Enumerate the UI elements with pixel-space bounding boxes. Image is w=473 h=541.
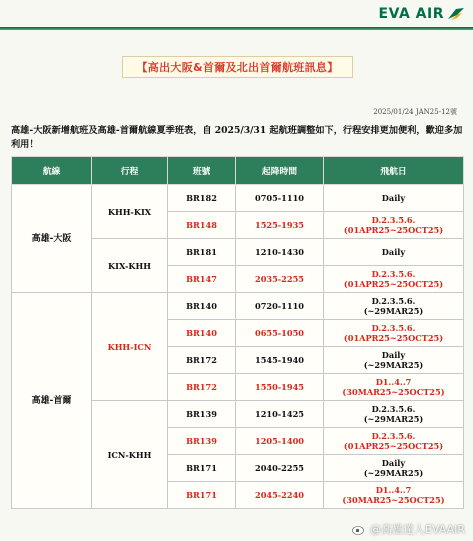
time-cell: 1205-1400 bbox=[236, 428, 324, 455]
time-cell: 2035-2255 bbox=[236, 266, 324, 293]
period-text: (~29MAR25) bbox=[363, 360, 424, 370]
days-text: D.2.3.5.6. bbox=[371, 296, 416, 306]
period-text: (~29MAR25) bbox=[363, 468, 424, 478]
flight-number-cell: BR181 bbox=[168, 239, 236, 266]
watermark bbox=[352, 521, 465, 537]
days-text: D1..4..7 bbox=[375, 485, 412, 495]
header-rule bbox=[0, 27, 473, 30]
flight-number-cell: BR172 bbox=[168, 374, 236, 401]
period-text: (01APR25~25OCT25) bbox=[343, 441, 444, 451]
table-row bbox=[12, 185, 464, 212]
days-cell bbox=[324, 401, 464, 428]
days-cell bbox=[324, 428, 464, 455]
route-cell: 高雄-大阪 bbox=[12, 185, 92, 293]
flight-number-cell: BR148 bbox=[168, 212, 236, 239]
flight-number-cell: BR171 bbox=[168, 455, 236, 482]
days-cell bbox=[324, 239, 464, 266]
time-cell: 1545-1940 bbox=[236, 347, 324, 374]
notice-title: 【高出大阪&首爾及北出首爾航班訊息】 bbox=[136, 61, 339, 74]
time-cell: 1550-1945 bbox=[236, 374, 324, 401]
flight-number-cell: BR139 bbox=[168, 401, 236, 428]
brand-wordmark: EVA AIR bbox=[378, 6, 444, 22]
days-text: D.2.3.5.6. bbox=[371, 404, 416, 414]
flight-number-cell: BR147 bbox=[168, 266, 236, 293]
time-cell: 2045-2240 bbox=[236, 482, 324, 509]
trip-cell: ICN-KHH bbox=[92, 401, 168, 509]
days-text: D.2.3.5.6. bbox=[371, 323, 416, 333]
table-header-row bbox=[12, 157, 464, 185]
period-text: (01APR25~25OCT25) bbox=[343, 333, 444, 343]
days-cell bbox=[324, 482, 464, 509]
days-cell bbox=[324, 320, 464, 347]
flight-number-cell: BR172 bbox=[168, 347, 236, 374]
time-cell: 0705-1110 bbox=[236, 185, 324, 212]
trip-cell: KHH-ICN bbox=[92, 293, 168, 401]
brand-header bbox=[379, 6, 465, 22]
header-route: 航線 bbox=[12, 157, 92, 185]
days-text: Daily bbox=[381, 458, 406, 468]
days-cell bbox=[324, 347, 464, 374]
period-text: (~29MAR25) bbox=[363, 414, 424, 424]
days-text: D.2.3.5.6. bbox=[371, 269, 416, 279]
period-text: (30MAR25~25OCT25) bbox=[342, 387, 445, 397]
header-trip: 行程 bbox=[92, 157, 168, 185]
time-cell: 1525-1935 bbox=[236, 212, 324, 239]
time-cell: 0720-1110 bbox=[236, 293, 324, 320]
days-text: D.2.3.5.6. bbox=[371, 431, 416, 441]
table-body bbox=[12, 185, 464, 509]
days-cell bbox=[324, 455, 464, 482]
time-cell: 1210-1430 bbox=[236, 239, 324, 266]
trip-cell: KIX-KHH bbox=[92, 239, 168, 293]
days-cell bbox=[324, 266, 464, 293]
weibo-icon bbox=[352, 523, 366, 535]
header-days: 飛航日 bbox=[324, 157, 464, 185]
flight-number-cell: BR139 bbox=[168, 428, 236, 455]
flight-number-cell: BR140 bbox=[168, 320, 236, 347]
days-text: D.2.3.5.6. bbox=[371, 215, 416, 225]
days-text: Daily bbox=[381, 247, 406, 257]
period-text: (30MAR25~25OCT25) bbox=[342, 495, 445, 505]
period-text: (~29MAR25) bbox=[363, 306, 424, 316]
days-cell bbox=[324, 374, 464, 401]
flight-schedule-table bbox=[11, 156, 464, 509]
issue-date: 2025/01/24 JAN25-12號 bbox=[373, 108, 457, 116]
period-text: (01APR25~25OCT25) bbox=[343, 225, 444, 235]
days-text: Daily bbox=[381, 350, 406, 360]
watermark-text: @高雄達人EVAAIR bbox=[369, 523, 465, 536]
time-cell: 1210-1425 bbox=[236, 401, 324, 428]
flight-number-cell: BR182 bbox=[168, 185, 236, 212]
flight-number-cell: BR171 bbox=[168, 482, 236, 509]
table-row bbox=[12, 293, 464, 320]
days-text: D1..4..7 bbox=[375, 377, 412, 387]
eva-air-wing-icon bbox=[447, 7, 465, 21]
days-text: Daily bbox=[381, 193, 406, 203]
notice-title-box bbox=[122, 56, 353, 78]
header-flight: 班號 bbox=[168, 157, 236, 185]
time-cell: 2040-2255 bbox=[236, 455, 324, 482]
trip-cell: KHH-KIX bbox=[92, 185, 168, 239]
time-cell: 0655-1050 bbox=[236, 320, 324, 347]
days-cell bbox=[324, 293, 464, 320]
flight-number-cell: BR140 bbox=[168, 293, 236, 320]
period-text: (01APR25~25OCT25) bbox=[343, 279, 444, 289]
days-cell bbox=[324, 185, 464, 212]
intro-text: 高雄-大阪新增航班及高雄-首爾航線夏季班表，自 2025/3/31 起航班調整如下，行程安排更加便利，歡迎多加利用！ bbox=[11, 125, 463, 150]
header-time: 起降時間 bbox=[236, 157, 324, 185]
days-cell bbox=[324, 212, 464, 239]
route-cell: 高雄-首爾 bbox=[12, 293, 92, 509]
